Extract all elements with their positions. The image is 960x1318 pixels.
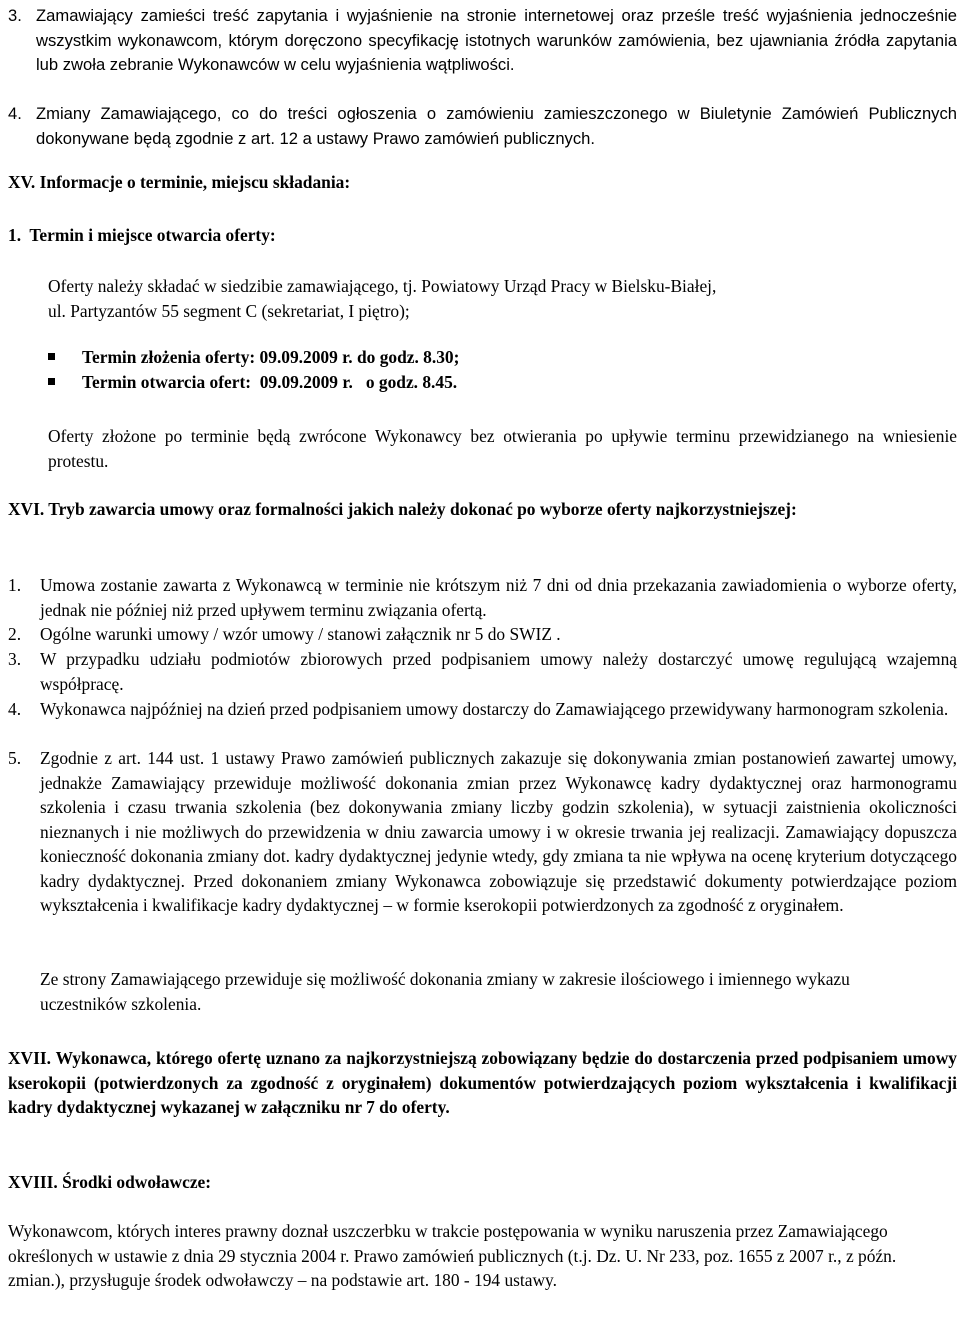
late-offers-text: Oferty złożone po terminie będą zwrócone Wykonawcy bez otwierania po upływie terminu przewidzianego na wniesienie protestu. [48,426,957,471]
item-number: 3. [8,649,22,669]
document-page: 3. Zamawiający zamieści treść zapytania i wyjaśnienie na stronie internetowej oraz prześle treść wyjaśnienia jednocześnie wszystkim wykonawcom, którym doręczono specyfikację istotnych warunków zamówienia, bez ujawniania źródła zapytania lub zwoła zebranie Wykonawców w celu wyjaśnienia wątpliwości. 4. Zmiany Zamawiającego, co do treści ogłoszenia o zamówieniu zamieszczonego w Biuletynie Zamówień Publicznych dokonywane będą zgodnie z art. 12 a ustawy Prawo zamówień publicznych. XV. Informacje o terminie, miejscu składania: 1. Termin i miejsce otwarcia oferty: Oferty należy składać w siedzibie zamawiającego, tj. Powiatowy Urząd Pracy w Bielsku-Białej, ul. Partyzantów 55 segment C (sekretariat, I piętro); Termin złożenia oferty: 09.09.2009 r. do godz. 8.30; Termin otwarcia ofert: 09.09.2009 r. o godz. 8.45. Oferty złożone po terminie będą zwrócone Wykonawcy bez otwierania po upływie terminu przewidzianego na wniesienie protestu. XVI. Tryb zawarcia umowy oraz formalności jakich należy dokonać po wyborze oferty najkorzystniejszej: 1. Umowa zostanie zawarta z Wykonawcą w terminie nie krótszym niż 7 dni od dnia przekazania zawiadomienia o wyborze oferty, jednak nie później niż przed upływem terminu związania ofertą. 2. Ogólne warunki umowy / wzór umowy / stanowi załącznik nr 5 do SWIZ . 3. W przypadku udziału podmiotów zbiorowych przed podpisaniem umowy należy dostarczyć umowę regulującą wzajemną współpracę. 4. Wykonawca najpóźniej na dzień przed podpisaniem umowy dostarczy do Zamawiającego przewidywany harmonogram szkolenia. 5. Zgodnie z art. 144 ust. 1 ustawy Prawo zamówień publicznych zakazuje się dokonywania zmian postanowień zawartej umowy, jednakże Zamawiający przewiduje możliwość dokonania zmian przez Wykonawcę kadry dydaktycznej oraz harmonogramu szkolenia i czasu trwania szkolenia (bez dokonywania zmiany liczby godzin szkolenia), w sytuacji zaistnienia okoliczności nieznanych i nie możliwych do przewidzenia w dniu zawarcia umowy i w okresie trwania jej realizacji. Zamawiający dopuszcza konieczność dokonania zmiany dot. kadry dydaktycznej jedynie wtedy, gdy zmiana ta nie wpływa na ocenę kryterium dotyczącego kadry dydaktycznej. Przed dokonaniem zmiany Wykonawca zobowiązuje się przedstawić dokumenty potwierdzające poziom wykształcenia i kwalifikacje kadry dydaktycznej – w formie kserokopii potwierdzonych za zgodność z oryginałem. Ze strony Zamawiającego przewiduje się możliwość dokonania zmiany w zakresie ilościowego i imiennego wykazu uczestników szkolenia. XVII. Wykonawca, którego ofertę uznano za najkorzystniejszą zobowiązany będzie do dostarczenia przed podpisaniem umowy kserokopii (potwierdzonych za zgodność z oryginałem) dokumentów potwierdzających poziom wykształcenia i kwalifikacji kadry dydaktycznej wykazanej w załączniku nr 7 do oferty. XVIII. Środki odwoławcze: Wykonawcom, których interes prawny doznał uszczerbku w trakcie postępowania w wyniku naruszenia przez Zamawiającego określonych w ustawie z dnia 29 stycznia 2004 r. Prawo zamówień publicznych (t.j. Dz. U. Nr 233, poz. 1655 z 2007 r., z późn. zmian.), przysługuje środek odwoławczy – na podstawie art. 180 - 194 ustawy. [0,0,960,1318]
item-text: Umowa zostanie zawarta z Wykonawcą w terminie nie krótszym niż 7 dni od dnia przekazania zawiadomienia o wyborze oferty, jednak nie później niż przed upływem terminu związania ofertą. [40,575,957,620]
square-bullet-icon [48,378,55,385]
item-number: 1. [8,575,22,595]
item-number: 4. [8,699,22,719]
item-text: W przypadku udziału podmiotów zbiorowych przed podpisaniem umowy należy dostarczyć umowę regulującą wzajemną współpracę. [40,649,957,694]
extra-paragraph: Ze strony Zamawiającego przewiduje się możliwość dokonania zmiany w zakresie ilościowego i imiennego wykazu uczestników szkolenia. [40,969,850,1014]
section-xviii-text: Wykonawcom, których interes prawny doznał uszczerbku w trakcie postępowania w wyniku naruszenia przez Zamawiającego określonych w ustawie z dnia 29 stycznia 2004 r. Prawo zamówień publicznych (t.j. Dz. U. Nr 233, poz. 1655 z 2007 r., z późn. zmian.), przysługuje środek odwoławczy – na podstawie art. 180 - 194 ustawy. [8,1221,897,1290]
item-number: 2. [8,624,22,644]
item-number: 4. [8,104,22,123]
section-heading-xvi: XVI. Tryb zawarcia umowy oraz formalności jakich należy dokonać po wyborze oferty najkorzystniejszej: [8,499,797,519]
item-text: Zgodnie z art. 144 ust. 1 ustawy Prawo zamówień publicznych zakazuje się dokonywania zmian postanowień zawartej umowy, jednakże Zamawiający przewiduje możliwość dokonania zmian przez Wykonawcę kadry dydaktycznej oraz harmonogramu szkolenia i czasu trwania szkolenia (bez dokonywania zmiany liczby godzin szkolenia), w sytuacji zaistnienia okoliczności nieznanych i nie możliwych do przewidzenia w dniu zawarcia umowy i w okresie trwania jej realizacji. Zamawiający dopuszcza konieczność dokonania zmiany dot. kadry dydaktycznej jedynie wtedy, gdy zmiana ta nie wpływa na ocenę kryterium dotyczącego kadry dydaktycznej. Przed dokonaniem zmiany Wykonawca zobowiązuje się przedstawić dokumenty potwierdzające poziom wykształcenia i kwalifikacje kadry dydaktycznej – w formie kserokopii potwierdzonych za zgodność z oryginałem. [40,748,957,915]
sub-heading: 1. Termin i miejsce otwarcia oferty: [8,225,276,245]
section-heading-xv: XV. Informacje o terminie, miejscu składania: [8,172,351,192]
item-text: Zmiany Zamawiającego, co do treści ogłoszenia o zamówieniu zamieszczonego w Biuletynie Zamówień Publicznych dokonywane będą zgodnie z art. 12 a ustawy Prawo zamówień publicznych. [36,104,957,148]
item-text: Wykonawca najpóźniej na dzień przed podpisaniem umowy dostarczy do Zamawiającego przewidywany harmonogram szkolenia. [40,699,949,719]
item-number: 3. [8,6,22,25]
section-xvii-text: XVII. Wykonawca, którego ofertę uznano za najkorzystniejszą zobowiązany będzie do dostarczenia przed podpisaniem umowy kserokopii (potwierdzonych za zgodność z oryginałem) dokumentów potwierdzających poziom wykształcenia i kwalifikacji kadry dydaktycznej wykazanej w załączniku nr 7 do oferty. [8,1048,957,1117]
section-heading-xviii: XVIII. Środki odwoławcze: [8,1172,212,1192]
item-number: 5. [8,748,22,768]
item-text: Ogólne warunki umowy / wzór umowy / stanowi załącznik nr 5 do SWIZ . [40,624,561,644]
place-text: Oferty należy składać w siedzibie zamawiającego, tj. Powiatowy Urząd Pracy w Bielsku-Białej, ul. Partyzantów 55 segment C (sekretariat, I piętro); [48,276,717,321]
square-bullet-icon [48,353,55,360]
item-text: Zamawiający zamieści treść zapytania i wyjaśnienie na stronie internetowej oraz prześle treść wyjaśnienia jednocześnie wszystkim wykonawcom, którym doręczono specyfikację istotnych warunków zamówienia, bez ujawniania źródła zapytania lub zwoła zebranie Wykonawców w celu wyjaśnienia wątpliwości. [36,6,957,74]
